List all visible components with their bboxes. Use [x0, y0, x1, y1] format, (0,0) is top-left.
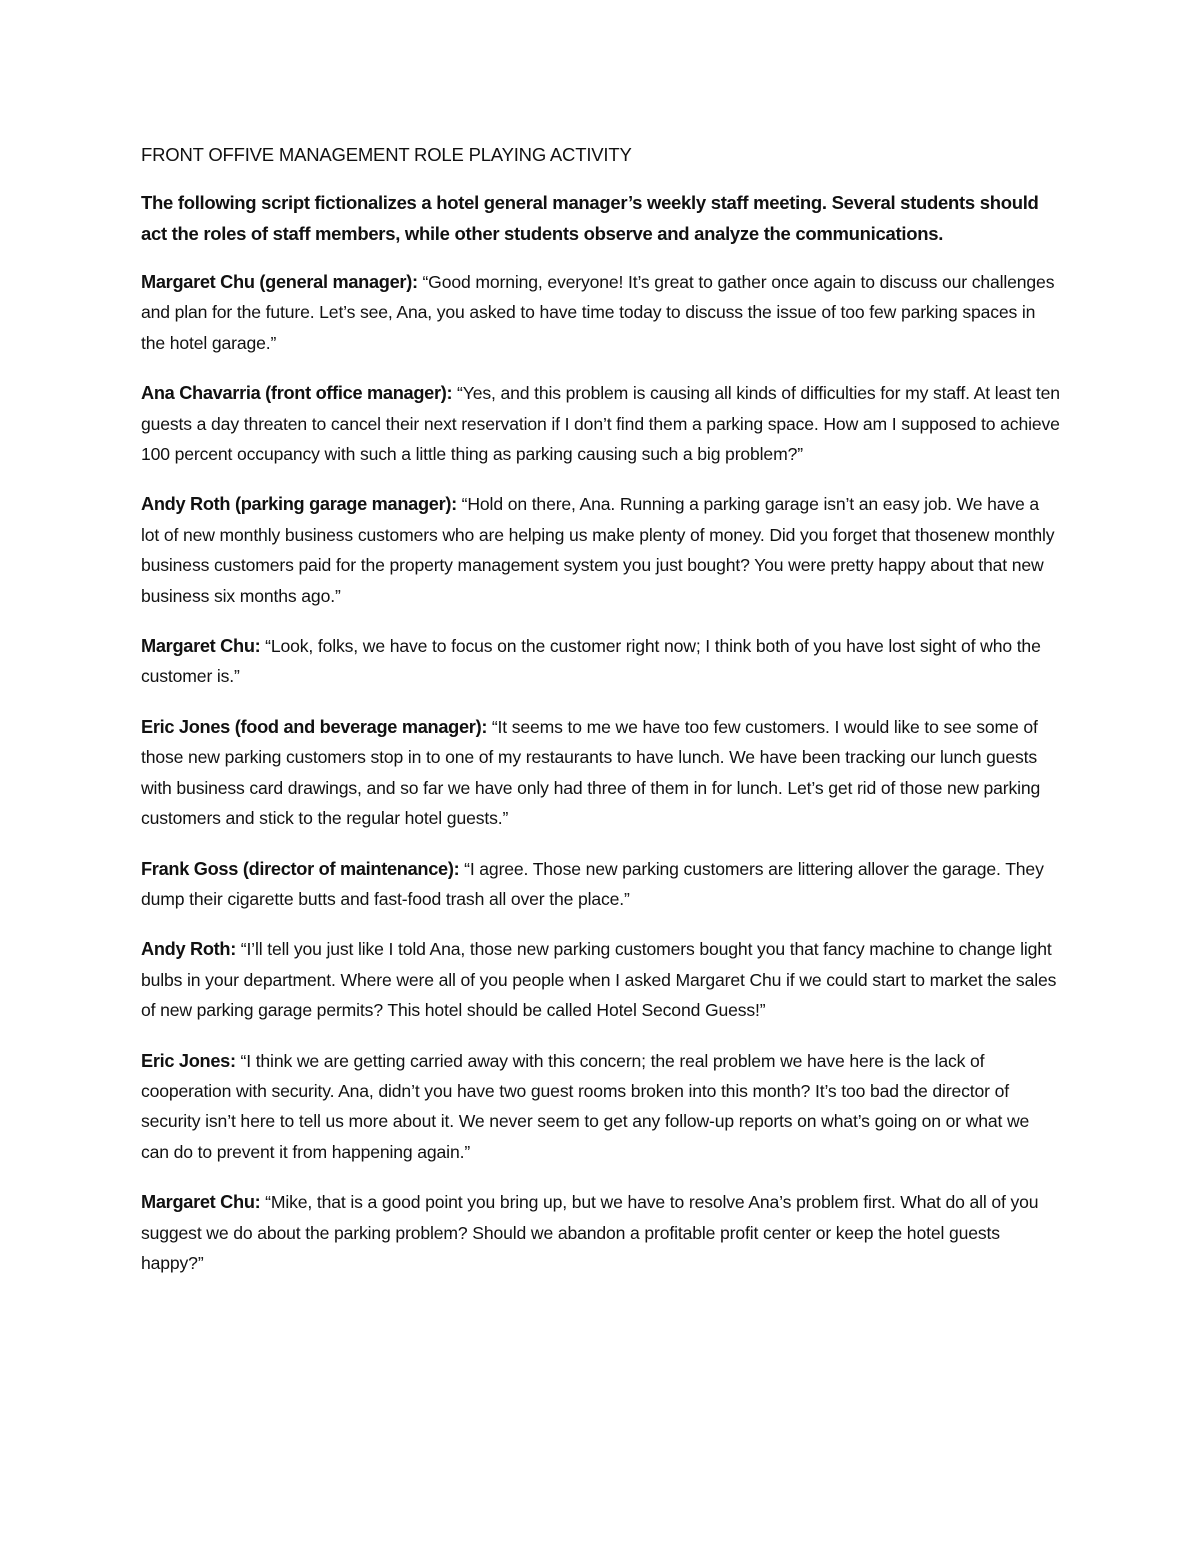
speaker-name: Margaret Chu: [141, 1192, 261, 1213]
document-title: FRONT OFFIVE MANAGEMENT ROLE PLAYING ACTIVITY [141, 144, 632, 165]
speaker-name: Eric Jones: [141, 1050, 236, 1071]
dialogue-paragraph [141, 489, 1061, 611]
dialogue-paragraph [141, 631, 1061, 692]
speaker-name: Eric Jones (food and beverage manager): [141, 716, 488, 737]
dialogue-paragraph [141, 1046, 1061, 1168]
intro-paragraph: The following script fictionalizes a hotel general manager’s weekly staff meeting. Several students should act the roles of staff members, while other students observe and analyze the communications. [141, 192, 1039, 244]
speech-text: “It seems to me we have too few customers. I would like to see some of those new parking customers stop in to one of my restaurants to have lunch. We have been tracking our lunch guests with business card drawings, and so far we have only had three of them in for lunch. Let’s get rid of those new parking customers and stick to the regular hotel guests.” [141, 716, 1041, 829]
dialogue-paragraph [141, 934, 1061, 1025]
speech-text: “Look, folks, we have to focus on the customer right now; I think both of you have lost sight of who the customer is.” [141, 636, 1041, 687]
dialogue-paragraph [141, 378, 1061, 469]
speaker-name: Andy Roth: [141, 939, 236, 960]
speech-text: “Hold on there, Ana. Running a parking garage isn’t an easy job. We have a lot of new monthly business customers who are helping us make plenty of money. Did you forget that thosenew monthly business customers paid for the property management system you just bought? You were pretty happy about that new business six months ago.” [141, 494, 1055, 606]
speaker-name: Frank Goss (director of maintenance): [141, 858, 460, 879]
speech-text: “Good morning, everyone! It’s great to gather once again to discuss our challenges and plan for the future. Let’s see, Ana, you asked to have time today to discuss the issue of too few parking spaces in the hotel garage.” [141, 272, 1055, 353]
speech-text: “Yes, and this problem is causing all kinds of difficulties for my staff. At least ten guests a day threaten to cancel their next reservation if I don’t find them a parking space. How am I supposed to achieve 100 percent occupancy with such a little thing as parking causing such a big problem?” [141, 383, 1060, 465]
document-page [141, 140, 1061, 1298]
dialogue-paragraph [141, 712, 1061, 834]
dialogue-paragraph [141, 1187, 1061, 1278]
speech-text: “I’ll tell you just like I told Ana, those new parking customers bought you that fancy machine to change light bulbs in your department. Where were all of you people when I asked Margaret Chu if we could start to market the sales of new parking garage permits? This hotel should be called Hotel Second Guess!” [141, 939, 1057, 1021]
speaker-name: Margaret Chu: [141, 636, 261, 657]
dialogue-paragraph [141, 267, 1061, 358]
speaker-name: Andy Roth (parking garage manager): [141, 494, 457, 515]
speaker-name: Ana Chavarria (front office manager): [141, 383, 453, 404]
speech-text: “Mike, that is a good point you bring up, but we have to resolve Ana’s problem first. What do all of you suggest we do about the parking problem? Should we abandon a profitable profit center or keep the hotel guests happy?” [141, 1192, 1039, 1273]
speech-text: “I think we are getting carried away with this concern; the real problem we have here is the lack of cooperation with security. Ana, didn’t you have two guest rooms broken into this month? It’s too bad the director of security isn’t here to tell us more about it. We never seem to get any follow-up reports on what’s going on or what we can do to prevent it from happening again.” [141, 1050, 1030, 1162]
speech-text: “I agree. Those new parking customers are littering allover the garage. They dump their cigarette butts and fast-food trash all over the place.” [141, 858, 1044, 909]
dialogue-paragraph [141, 854, 1061, 915]
speaker-name: Margaret Chu (general manager): [141, 272, 418, 292]
